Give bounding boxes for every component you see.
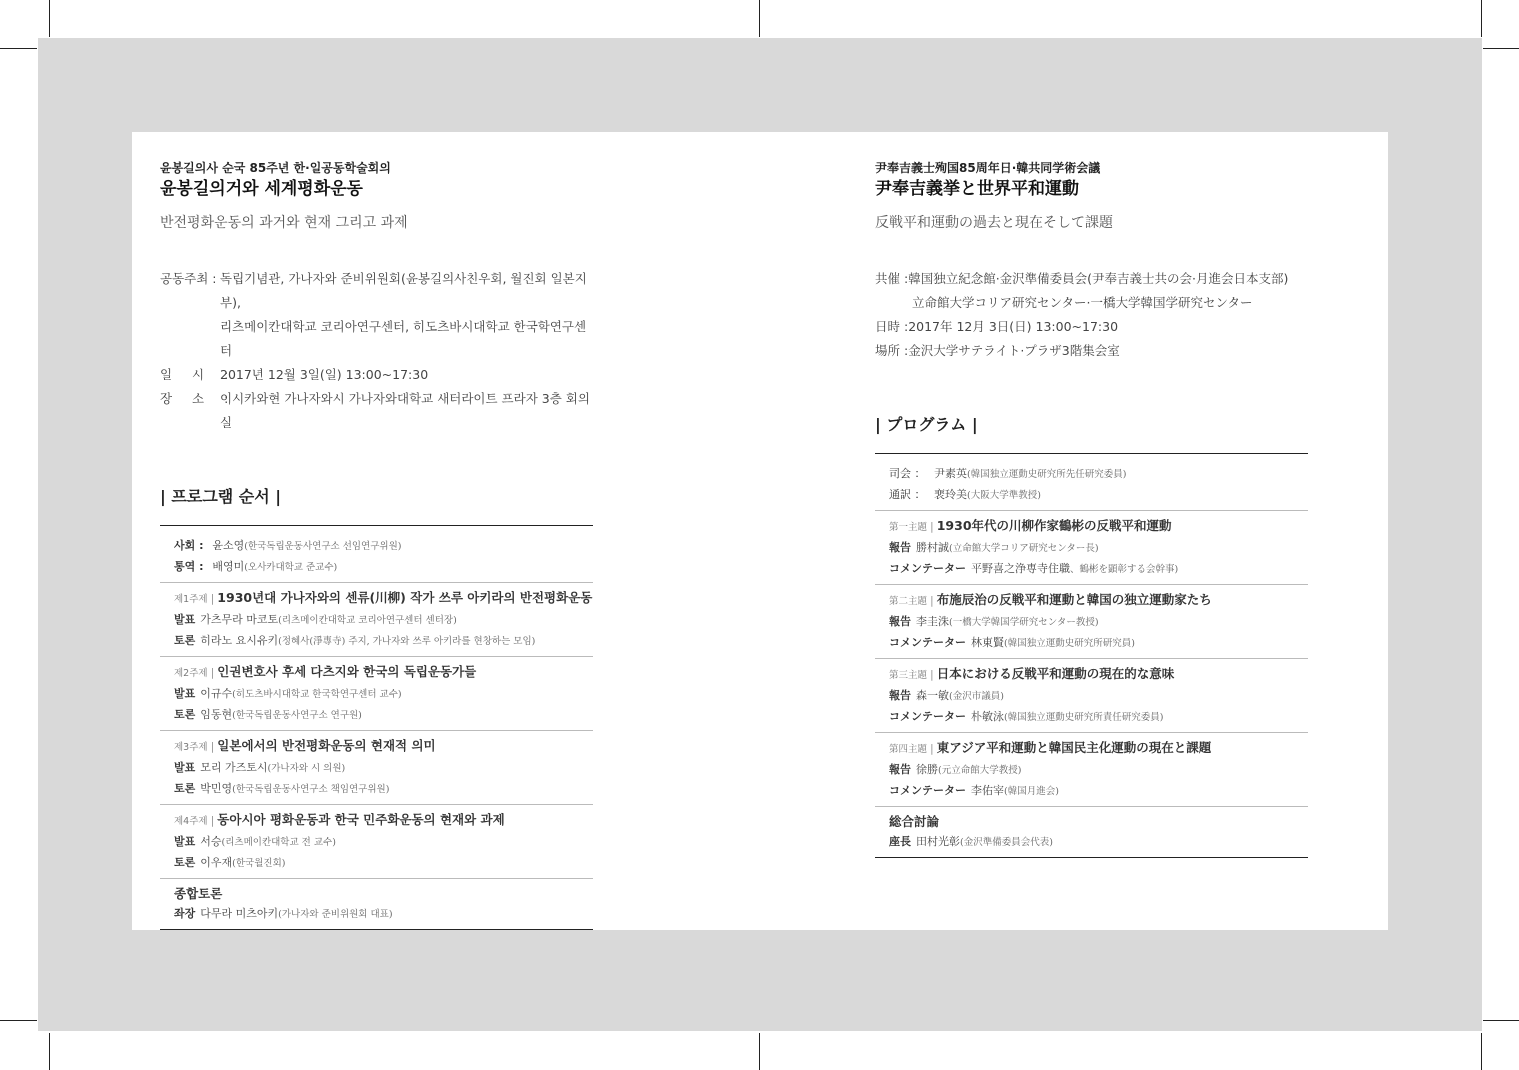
discussant-role: コメンテーター — [889, 562, 966, 575]
date-value: 2017年 12月 3日(日) 13:00~17:30 — [908, 319, 1119, 334]
interpreter-name: 裵玲美 — [934, 488, 967, 501]
session-title-row: 第一主題 | 1930年代の川柳作家鶴彬の反戦平和運動 — [889, 518, 1172, 533]
presenter-role: 발표 — [174, 761, 196, 774]
crop-mark — [1483, 48, 1519, 49]
presenter-affiliation: (一橋大学韓国学研究センター教授) — [949, 617, 1099, 628]
interpreter-role: 통역 : — [174, 560, 208, 573]
crop-mark — [1481, 1033, 1482, 1070]
hosts-row — [160, 267, 595, 315]
korean-panel — [160, 160, 595, 930]
presenter-name: 모리 가즈토시 — [200, 761, 268, 774]
session-tag: 제3주제 — [174, 742, 208, 753]
program-heading: | 프로그램 순서 | — [160, 487, 282, 506]
discussant-name: 李佑宰 — [971, 784, 1004, 797]
hosts-row-continued — [160, 315, 595, 363]
chair-affiliation: (金沢準備委員会代表) — [960, 837, 1053, 848]
hosts-value: 韓国独立紀念館·金沢準備委員会(尹奉吉義士共の会·月進会日本支部) — [908, 271, 1289, 286]
interpreter-affiliation: (大阪大学準教授) — [967, 490, 1041, 501]
pre-title: 윤봉길의사 순국 85주년 한·일공동학술회의 — [160, 161, 391, 175]
discussant-role: 토론 — [174, 856, 196, 869]
presenter-affiliation: (金沢市議員) — [949, 691, 1004, 702]
discussant-name: 林東賢 — [971, 636, 1004, 649]
summary-title: 総合討論 — [889, 814, 940, 829]
session-title-row: 第二主題 | 布施辰治の反戦平和運動と韓国の独立運動家たち — [889, 592, 1212, 607]
discussant-row — [889, 633, 1308, 654]
crop-mark — [0, 1020, 37, 1021]
crop-mark — [1483, 1020, 1519, 1021]
presenter-name: 서승 — [200, 835, 222, 848]
presenter-name: 森一敏 — [916, 689, 949, 702]
subtitle: 反戦平和運動の過去と現在そして課題 — [875, 215, 1113, 231]
session-title: 인권변호사 후세 다츠지와 한국의 독립운동가들 — [217, 664, 477, 679]
presenter-name: 李圭洙 — [916, 615, 949, 628]
mc-affiliation: (한국독립운동사연구소 선임연구위원) — [244, 541, 402, 552]
session-tag: 제2주제 — [174, 668, 208, 679]
date-value: 2017년 12월 3일(일) 13:00~17:30 — [220, 367, 429, 382]
presenter-row — [174, 832, 593, 853]
chair-role: 座長 — [889, 835, 911, 848]
interpreter-name: 배영미 — [212, 560, 245, 573]
summary-session — [160, 878, 593, 929]
presenter-role: 報告 — [889, 541, 911, 554]
presenter-role: 報告 — [889, 689, 911, 702]
presenter-row — [889, 612, 1308, 633]
summary-title: 종합토론 — [174, 886, 223, 901]
discussant-role: 토론 — [174, 782, 196, 795]
discussant-affiliation: (한국독립운동사연구소 연구원) — [232, 710, 362, 721]
session-1 — [160, 582, 593, 656]
place-label: 장 소 : — [160, 391, 237, 406]
place-row — [875, 339, 1310, 363]
chair-row — [889, 832, 1308, 853]
discussant-affiliation: (한국독립운동사연구소 책임연구위원) — [232, 784, 390, 795]
interpreter-row — [174, 557, 593, 578]
discussant-row — [889, 559, 1308, 580]
session-2 — [160, 656, 593, 730]
program-table — [160, 525, 593, 930]
presenter-role: 報告 — [889, 763, 911, 776]
session-title-row: 第三主題 | 日本における反戦平和運動の現在的な意味 — [889, 666, 1175, 681]
presenter-row — [174, 758, 593, 779]
presenter-affiliation: (立命館大学コリア研究センター長) — [949, 543, 1099, 554]
place-value: 金沢大学サテライト·プラザ3階集会室 — [908, 343, 1120, 358]
discussant-name: 히라노 요시유키 — [200, 634, 279, 647]
session-tag: 第四主題 — [889, 744, 928, 755]
hosts-label: 共催 : — [875, 271, 909, 286]
presenter-role: 報告 — [889, 615, 911, 628]
discussant-row — [889, 707, 1308, 728]
mc-role: 司会 ： — [889, 467, 929, 480]
presenter-affiliation: (리츠메이칸대학교 코리아연구센터 센터장) — [278, 615, 457, 626]
discussant-role: 토론 — [174, 708, 196, 721]
hosts-value-2: 立命館大学コリア研究センター·一橋大学韓国学研究センター — [912, 295, 1253, 310]
crop-mark — [49, 1033, 50, 1070]
session-3 — [160, 730, 593, 804]
session-title-row: 제2주제 | 인권변호사 후세 다츠지와 한국의 독립운동가들 — [174, 664, 477, 679]
discussant-affiliation: (韓国独立運動史研究所責任研究委員) — [1004, 712, 1164, 723]
mc-affiliation: (韓国独立運動史研究所先任研究委員) — [967, 469, 1127, 480]
session-title: 布施辰治の反戦平和運動と韓国の独立運動家たち — [936, 592, 1212, 607]
discussant-affiliation: 、鶴彬を顕彰する会幹事) — [1070, 564, 1179, 575]
presenter-role: 발표 — [174, 687, 196, 700]
presenter-row — [174, 684, 593, 705]
session-tag: 第一主題 — [889, 522, 928, 533]
discussant-name: 이우재 — [200, 856, 233, 869]
session-title-row: 제3주제 | 일본에서의 반전평화운동의 현재적 의미 — [174, 738, 436, 753]
hosts-row-continued — [875, 291, 1310, 315]
hosts-value: 독립기념관, 가나자와 준비위원회(윤봉길의사친우회, 월진회 일본지부), — [220, 271, 587, 310]
japanese-panel — [875, 160, 1310, 858]
mc-name: 윤소영 — [212, 539, 245, 552]
page-title: 尹奉吉義挙と世界平和運動 — [875, 179, 1079, 199]
program-heading: | プログラム | — [875, 415, 978, 434]
discussant-affiliation: (정혜사(淨專寺) 주지, 가나자와 쓰루 아키라를 현창하는 모임) — [278, 636, 536, 647]
session-title-row: 第四主題 | 東アジア平和運動と韓国民主化運動の現在と課題 — [889, 740, 1212, 755]
session-tag: 제4주제 — [174, 816, 208, 827]
pre-title: 尹奉吉義士殉国85周年日·韓共同学術会議 — [875, 161, 1101, 175]
event-info — [875, 267, 1310, 363]
date-label: 日時 : — [875, 319, 909, 334]
mc-row — [174, 536, 593, 557]
presenter-row — [889, 538, 1308, 559]
session-3 — [875, 658, 1308, 732]
session-1 — [875, 510, 1308, 584]
presenter-name: 이규수 — [200, 687, 233, 700]
presenter-row — [889, 760, 1308, 781]
presenter-affiliation: (元立命館大学教授) — [938, 765, 1022, 776]
presenter-name: 徐勝 — [916, 763, 938, 776]
hosts-row — [875, 267, 1310, 291]
fold-mark-bottom — [759, 1033, 760, 1070]
session-4 — [875, 732, 1308, 806]
discussant-role: コメンテーター — [889, 784, 966, 797]
session-title-row: 제1주제 | 1930년대 가나자와의 센류(川柳) 작가 쓰루 아키라의 반전평화운동 — [174, 590, 593, 605]
mc-role: 사회 : — [174, 539, 208, 552]
hosts-label: 공동주최 : — [160, 271, 217, 286]
discussant-row — [174, 853, 593, 874]
presenter-row — [889, 686, 1308, 707]
discussant-role: コメンテーター — [889, 636, 966, 649]
chair-name: 다무라 미츠아키 — [200, 907, 279, 920]
session-tag: 第三主題 — [889, 670, 928, 681]
discussant-row — [174, 779, 593, 800]
hosts-value-2: 리츠메이칸대학교 코리아연구센터, 히도츠바시대학교 한국학연구센터 — [220, 319, 587, 358]
program-table — [875, 453, 1308, 858]
place-value: 이시카와현 가나자와시 가나자와대학교 새터라이트 프라자 3층 회의실 — [220, 391, 590, 430]
session-4 — [160, 804, 593, 878]
date-row — [875, 315, 1310, 339]
discussant-affiliation: (韓国月進会) — [1004, 786, 1059, 797]
session-tag: 제1주제 — [174, 594, 208, 605]
session-title: 동아시아 평화운동과 한국 민주화운동의 현재와 과제 — [217, 812, 505, 827]
session-title: 東アジア平和運動と韓国民主化運動の現在と課題 — [936, 740, 1212, 755]
session-title: 1930년대 가나자와의 센류(川柳) 작가 쓰루 아키라의 반전평화운동 — [217, 590, 593, 605]
presenter-name: 가츠무라 마코토 — [200, 613, 279, 626]
crop-mark — [1481, 0, 1482, 37]
chair-row — [174, 904, 593, 925]
discussant-role: コメンテーター — [889, 710, 966, 723]
program-hosts — [160, 526, 593, 582]
presenter-affiliation: (히도츠바시대학교 한국학연구센터 교수) — [232, 689, 402, 700]
presenter-affiliation: (리츠메이칸대학교 전 교수) — [221, 837, 336, 848]
date-row — [160, 363, 595, 387]
presenter-name: 勝村誠 — [916, 541, 949, 554]
subtitle: 반전평화운동의 과거와 현재 그리고 과제 — [160, 215, 408, 231]
discussant-name: 平野喜之浄専寺住職 — [971, 562, 1070, 575]
interpreter-row — [889, 485, 1308, 506]
interpreter-role: 通訳 ： — [889, 488, 929, 501]
presenter-affiliation: (가나자와 시 의원) — [267, 763, 346, 774]
presenter-role: 발표 — [174, 835, 196, 848]
place-label: 場所 : — [875, 343, 909, 358]
discussant-row — [889, 781, 1308, 802]
discussant-row — [174, 705, 593, 726]
discussant-affiliation: (한국월진회) — [232, 858, 286, 869]
session-title-row: 제4주제 | 동아시아 평화운동과 한국 민주화운동의 현재와 과제 — [174, 812, 505, 827]
session-2 — [875, 584, 1308, 658]
mc-name: 尹素英 — [934, 467, 967, 480]
discussant-name: 朴敏泳 — [971, 710, 1004, 723]
program-hosts — [875, 454, 1308, 510]
summary-session — [875, 806, 1308, 857]
discussant-role: 토론 — [174, 634, 196, 647]
presenter-row — [174, 610, 593, 631]
chair-affiliation: (가나자와 준비위원회 대표) — [278, 909, 393, 920]
page-title: 윤봉길의거와 세계평화운동 — [160, 179, 363, 199]
session-title: 일본에서의 반전평화운동의 현재적 의미 — [217, 738, 436, 753]
discussant-affiliation: (韓国独立運動史研究所研究員) — [1004, 638, 1135, 649]
presenter-role: 발표 — [174, 613, 196, 626]
place-row — [160, 387, 595, 435]
fold-mark-top — [759, 0, 760, 37]
session-tag: 第二主題 — [889, 596, 928, 607]
crop-mark — [0, 48, 37, 49]
discussant-row — [174, 631, 593, 652]
crop-mark — [49, 0, 50, 37]
session-title: 日本における反戦平和運動の現在的な意味 — [936, 666, 1175, 681]
discussant-name: 박민영 — [200, 782, 233, 795]
chair-name: 田村光彰 — [916, 835, 960, 848]
mc-row — [889, 464, 1308, 485]
interpreter-affiliation: (오사카대학교 준교수) — [244, 562, 338, 573]
discussant-name: 임동현 — [200, 708, 233, 721]
event-info — [160, 267, 595, 435]
date-label: 일 시 : — [160, 367, 237, 382]
session-title: 1930年代の川柳作家鶴彬の反戦平和運動 — [936, 518, 1172, 533]
chair-role: 좌장 — [174, 907, 196, 920]
